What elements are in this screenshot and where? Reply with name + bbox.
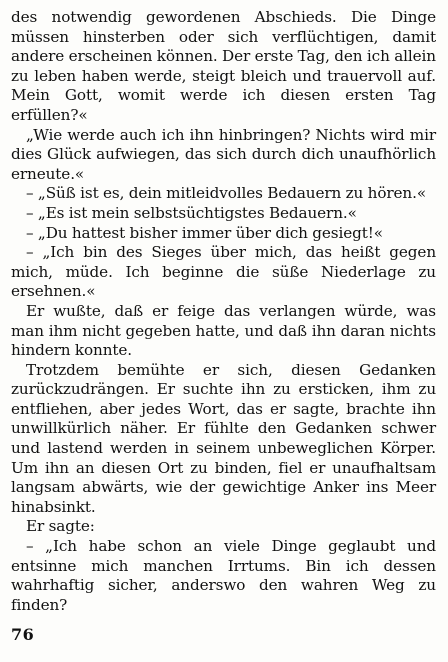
paragraph: „Wie werde auch ich ihn hinbringen? Nichts wird mir dies Glück aufwiegen, das sich durch dich unaufhörlich erneute.« xyxy=(11,125,436,183)
dialogue-line: – „Du hattest bisher immer über dich gesiegt!« xyxy=(26,223,383,242)
page-number: 76 xyxy=(11,625,35,644)
dialogue-line: – „Es ist mein selbstsüchtigstes Bedauern.« xyxy=(26,203,357,222)
dialogue-line: – „Ich habe schon an viele Dinge geglaubt und entsinne mich manchen Irrtums. Bin ich dessen wahrhaftig sicher, anderswo den wahren Weg zu finden? xyxy=(11,537,436,614)
paragraph: Trotzdem bemühte er sich, diesen Gedanken zurückzudrängen. Er suchte ihn zu ersticken, ihm zu entfliehen, aber jedes Wort, das er sagte, brachte ihn unwillkürlich näher. Er fühlte den Gedanken schwer und lastend werden in seinem unbeweglichen Körper. Um ihn an diesen Ort zu binden, fiel er unaufhaltsam langsam abwärts, wie der gewichtige Anker ins Meer hinabsinkt. xyxy=(11,360,436,516)
paragraph: Er wußte, daß er feige das verlangen würde, was man ihm nicht gegeben hatte, und daß ihn daran nichts hindern konnte. xyxy=(11,301,436,360)
dialogue-line: – „Süß ist es, dein mitleidvolles Bedauern zu hören.« xyxy=(26,184,427,203)
paragraph: des notwendig gewordenen Abschieds. Die Dinge müssen hinsterben oder sich verflüchtigen, damit andere erscheinen können. Der erste Tag, den ich allein zu leben haben werde, steigt bleich und trauervoll auf. Mein Gott, womit werde ich diesen ersten Tag erfüllen?« xyxy=(11,8,436,124)
dialogue-line: – „Ich bin des Sieges über mich, das heißt gegen mich, müde. Ich beginne die süße Niederlage zu ersehnen.« xyxy=(11,243,436,301)
body-text xyxy=(11,8,436,615)
paragraph: Er sagte: xyxy=(26,517,95,536)
